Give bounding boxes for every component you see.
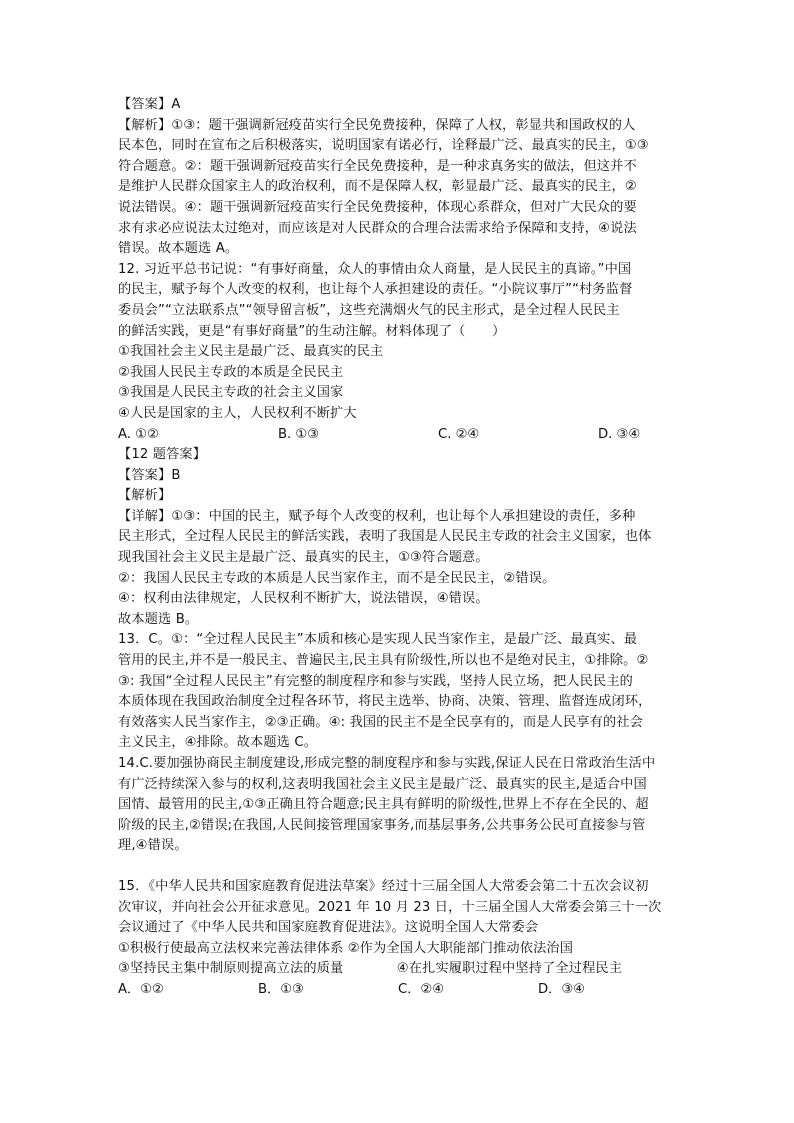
stem-line: 12. 习近平总书记说：“有事好商量，众人的事情由众人商量，是人民民主的真谛。”中国 [118, 261, 632, 277]
analysis-line: 民本色，同时在宣布之后积极落实，说明国家有诺必行，诠释最广泛、最真实的民主，①③ [118, 138, 649, 154]
stem-line: 的鲜活实践，更是“有事好商量”的生动注解。材料体现了（ ） [118, 323, 506, 339]
q12-analysis-title: 【解析】 [118, 488, 172, 504]
document-page [118, 95, 678, 1001]
explanation-line: 管用的民主,并不是一般民主、普遍民主,民主具有阶级性,所以也不是绝对民主，①排除。② [118, 653, 649, 669]
option-a: A．①② [118, 981, 164, 997]
q12-statements [118, 342, 678, 424]
stem-line: 15．《中华人民共和国家庭教育促进法草案》经过十三届全国人大常委会第二十五次会议初 [118, 878, 649, 894]
q15-options [118, 980, 678, 1001]
q11-answer: 【答案】A [118, 97, 181, 112]
explanation-line: 本质体现在我国政治制度全过程各环节，将民主选举、协商、决策、管理、监督连成闭环， [118, 694, 652, 710]
q15-statements [118, 939, 678, 980]
explanation-line: ③: 我国“全过程人民民主”有完整的制度程序和参与实践，坚持人民立场，把人民民主的 [118, 673, 634, 689]
explanation-line: 有广泛持续深入参与的权利,这表明我国社会主义民主是最广泛、最真实的民主,是适合中国 [118, 776, 647, 792]
detail-line: 现我国社会主义民主是最广泛、最真实的民主，①③符合题意。 [118, 550, 489, 566]
statement: ②我国人民民主专政的本质是全民民主 [118, 364, 344, 380]
explanation-line: 国情、最管用的民主,①③正确且符合题意;民主具有鲜明的阶级性,世界上不存在全民的、超 [118, 797, 649, 813]
explanation-line: 阶级的民主,②错误;在我国,人民间接管理国家事务,而基层事务,公共事务公民可直接参与管 [118, 817, 646, 833]
explanation-line: 主义民主，④排除。故本题选 C。 [118, 735, 318, 751]
analysis-line: 说法错误。④：题干强调新冠疫苗实行全民免费接种，体现心系群众，但对广大民众的要 [118, 199, 637, 215]
option-c: C．②④ [398, 981, 445, 997]
analysis-line: 错误。故本题选 A。 [118, 241, 239, 257]
stem-line: 的民主，赋予每个人改变的权利，也让每个人承担建设的责任。“小院议事厅”“村务监督 [118, 282, 633, 298]
analysis-line: 是维护人民群众国家主人的政治权利，而不是保障人权，彰显最广泛、最真实的民主，② [118, 179, 637, 195]
detail-line: ②：我国人民民主专政的本质是人民当家作主，而不是全民民主，②错误。 [118, 570, 556, 586]
detail-line: 故本题选 B。 [118, 611, 199, 627]
explanation-line: 13．C。①：“全过程人民民主”本质和核心是实现人民当家作主，是最广泛、最真实、最 [118, 632, 638, 648]
option-b: B. ①③ [278, 426, 320, 442]
explanation-line: 14.C.要加强协商民主制度建设,形成完整的制度程序和参与实践,保证人民在日常政治生活中 [118, 756, 656, 771]
q12-answer-title: 【12 题答案】 [118, 447, 207, 463]
analysis-line: 符合题意。②：题干强调新冠疫苗实行全民免费接种，是一种求真务实的做法，但这并不 [118, 158, 637, 174]
stem-line: 次审议，并向社会公开征求意见。2021 年 10 月 23 日，十三届全国人大常委会第三十一次 [118, 899, 662, 915]
detail-line: ④：权利由法律规定，人民权利不断扩大，说法错误，④错误。 [118, 591, 489, 607]
q12-detail [118, 507, 678, 631]
detail-line: 【详解】①③：中国的民主，赋予每个人改变的权利，也让每个人承担建设的责任，多种 [118, 508, 636, 524]
statement: ①积极行使最高立法权来完善法律体系 ②作为全国人大职能部门推动依法治国 [118, 940, 574, 956]
explanation-line: 有效落实人民当家作主，②③正确。④: 我国的民主不是全民享有的，而是人民享有的社会 [118, 714, 643, 730]
statement: ③我国是人民民主专政的社会主义国家 [118, 385, 344, 401]
q12-stem [118, 260, 678, 342]
option-b: B．①③ [258, 981, 304, 997]
q12-answer: 【答案】B [118, 467, 181, 483]
analysis-line: 【解析】①③：题干强调新冠疫苗实行全民免费接种，保障了人权，彰显共和国政权的人 [118, 117, 636, 133]
q11-analysis [118, 116, 678, 260]
statement: ①我国社会主义民主是最广泛、最真实的民主 [118, 344, 384, 360]
q14-explanation [118, 754, 678, 857]
explanation-line: 理,④错误。 [118, 838, 188, 854]
q15-stem [118, 877, 678, 939]
q12-options [118, 425, 678, 446]
section-spacer [118, 857, 678, 877]
option-d: D. ③④ [598, 426, 641, 442]
statement: ④人民是国家的主人，人民权利不断扩大 [118, 405, 357, 421]
option-c: C. ②④ [438, 426, 480, 442]
stem-line: 会议通过了《中华人民共和国家庭教育促进法》。这说明全国人大常委会 [118, 920, 539, 936]
statement: ③坚持民主集中制原则提高立法的质量 ④在扎实履职过程中坚持了全过程民主 [118, 961, 623, 977]
analysis-line: 求有求必应说法太过绝对，而应该是对人民群众的合理合法需求给予保障和支持，④说法 [118, 220, 637, 236]
q13-explanation [118, 630, 678, 754]
stem-line: 委员会”“立法联系点”“领导留言板”，这些充满烟火气的民主形式，是全过程人民民主 [118, 302, 620, 318]
option-d: D．③④ [538, 981, 585, 997]
option-a: A. ①② [118, 426, 159, 442]
detail-line: 民主形式，全过程人民民主的鲜活实践，表明了我国是人民民主专政的社会主义国家，也体 [118, 529, 652, 545]
